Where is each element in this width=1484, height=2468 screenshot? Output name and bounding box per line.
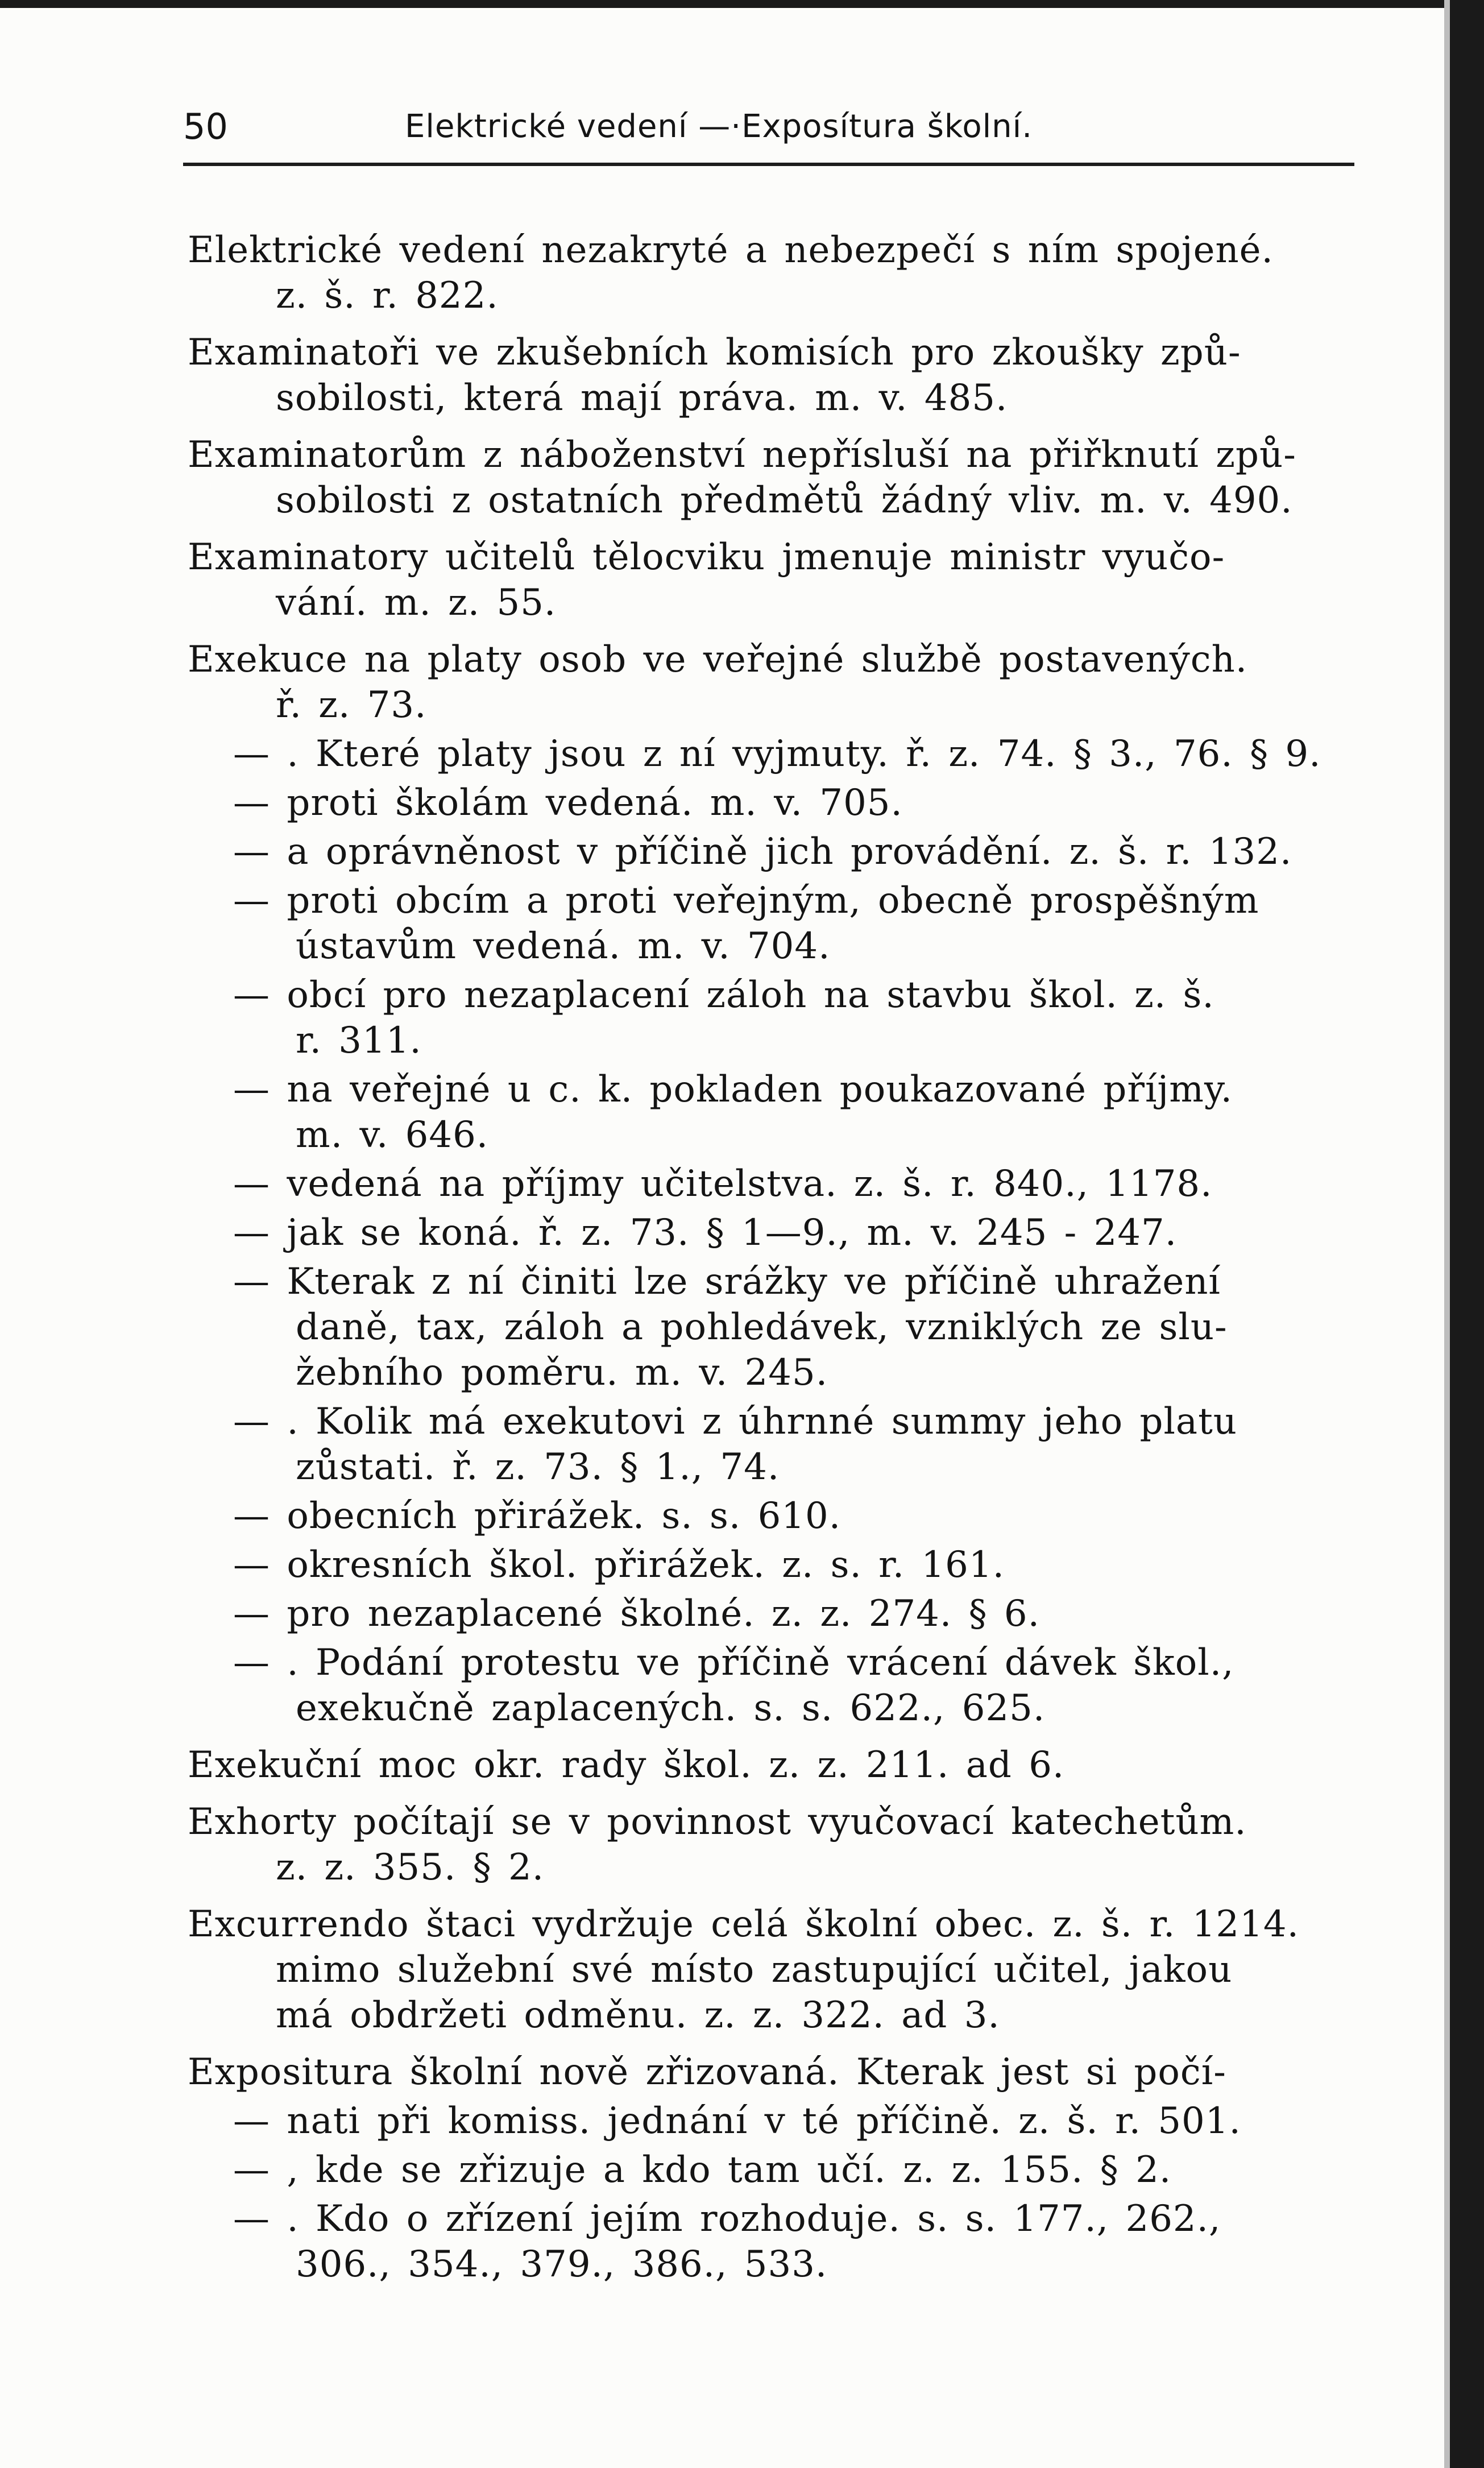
index-subentry: [188, 1259, 1370, 1396]
entry-line: — , kde se zřizuje a kdo tam učí. z. z. 155. § 2.: [233, 2149, 1172, 2191]
index-subentry: [188, 878, 1370, 969]
entry-line: Expositura školní nově zřizovaná. Kterak jest si počí-: [188, 2051, 1226, 2093]
index-subentry: [188, 2098, 1370, 2144]
index-subentry: [188, 1542, 1370, 1588]
entry-line: — jak se koná. ř. z. 73. § 1—9., m. v. 245 - 247.: [233, 1212, 1178, 1254]
entry-line: ř. z. 73.: [276, 684, 427, 726]
entry-line: — . Kolik má exekutovi z úhrnné summy jeho platu: [233, 1401, 1237, 1443]
entry-line: — obecních přirážek. s. s. 610.: [233, 1495, 842, 1537]
index-subentry: [188, 1640, 1370, 1731]
entry-line: Examinatoři ve zkušebních komisích pro zkoušky způ-: [188, 332, 1241, 374]
entry-line: — nati při komiss. jednání v té příčině. z. š. r. 501.: [233, 2100, 1241, 2142]
index-subentry: [188, 1161, 1370, 1207]
index-entry: [188, 432, 1370, 523]
running-head: [183, 101, 1354, 152]
entry-line: — na veřejné u c. k. pokladen poukazované příjmy.: [233, 1069, 1233, 1111]
index-entry: [188, 330, 1370, 421]
entry-line: Elektrické vedení nezakryté a nebezpečí s ním spojené.: [188, 229, 1274, 271]
entry-line: vání. m. z. 55.: [276, 582, 557, 624]
entry-line: Exekuce na platy osob ve veřejné službě postavených.: [188, 639, 1248, 681]
entry-line: — obcí pro nezaplacení záloh na stavbu škol. z. š.: [233, 974, 1214, 1016]
entry-line: z. š. r. 822.: [276, 275, 499, 317]
entry-line: — pro nezaplacené školné. z. z. 274. § 6.: [233, 1593, 1040, 1635]
entry-line: z. z. 355. § 2.: [276, 1846, 545, 1889]
entry-line: sobilosti z ostatních předmětů žádný vliv. m. v. 490.: [276, 479, 1293, 521]
index-subentry: [188, 1399, 1370, 1490]
index-subentry: [188, 780, 1370, 826]
entry-line: má obdržeti odměnu. z. z. 322. ad 3.: [276, 1994, 1000, 2036]
scan-edge-top: [0, 0, 1484, 8]
index-entry: [188, 1902, 1370, 2038]
running-title: Elektrické vedení —·Exposítura školní.: [405, 108, 1033, 145]
entry-line: žebního poměru. m. v. 245.: [296, 1352, 828, 1394]
index-subentry: [188, 731, 1370, 777]
entry-line: — proti obcím a proti veřejným, obecně prospěšným: [233, 880, 1259, 922]
index-entry: [188, 227, 1370, 318]
index-entry: [188, 2049, 1370, 2095]
scan-edge-shadow: [1444, 0, 1450, 2468]
entry-line: r. 311.: [296, 1020, 422, 1062]
index-subentry: [188, 1591, 1370, 1637]
entry-line: — . Kdo o zřízení jejím rozhoduje. s. s. 177., 262.,: [233, 2198, 1221, 2240]
entry-line: Exekuční moc okr. rady škol. z. z. 211. ad 6.: [188, 1744, 1065, 1786]
index-entry: [188, 535, 1370, 626]
entry-line: — Kterak z ní činiti lze srážky ve příčině uhražení: [233, 1261, 1221, 1303]
index-subentry: [188, 972, 1370, 1063]
entry-line: — . Které platy jsou z ní vyjmuty. ř. z. 74. § 3., 76. § 9.: [233, 733, 1321, 775]
entry-line: — a oprávněnost v příčině jich provádění. z. š. r. 132.: [233, 831, 1292, 873]
entry-line: sobilosti, která mají práva. m. v. 485.: [276, 377, 1008, 419]
entry-line: Excurrendo štaci vydržuje celá školní obec. z. š. r. 1214.: [188, 1903, 1299, 1945]
entry-line: — vedená na příjmy učitelstva. z. š. r. 840., 1178.: [233, 1163, 1213, 1205]
entry-line: mimo služební své místo zastupující učitel, jakou: [276, 1949, 1233, 1991]
entry-line: Exhorty počítají se v povinnost vyučovací katechetům.: [188, 1801, 1247, 1843]
entry-line: Examinatorům z náboženství nepřísluší na přiřknutí způ-: [188, 434, 1296, 476]
header-rule: [183, 163, 1354, 166]
entry-line: — okresních škol. přirážek. z. s. r. 161.: [233, 1544, 1005, 1586]
index-entries: [188, 227, 1370, 2287]
entry-line: exekučně zaplacených. s. s. 622., 625.: [296, 1687, 1046, 1729]
index-subentry: [188, 1067, 1370, 1158]
entry-line: — . Podání protestu ve příčině vrácení dávek škol.,: [233, 1642, 1234, 1684]
entry-line: 306., 354., 379., 386., 533.: [296, 2243, 828, 2285]
entry-line: — proti školám vedená. m. v. 705.: [233, 782, 903, 824]
index-entry: [188, 637, 1370, 728]
page-number: 50: [183, 106, 228, 147]
entry-line: daně, tax, záloh a pohledávek, vzniklých ze slu-: [296, 1306, 1228, 1348]
index-entry: [188, 1742, 1370, 1788]
scan-edge-right: [1450, 0, 1484, 2468]
entry-line: zůstati. ř. z. 73. § 1., 74.: [296, 1446, 780, 1488]
index-entry: [188, 1799, 1370, 1890]
index-subentry: [188, 2196, 1370, 2287]
index-subentry: [188, 2147, 1370, 2193]
entry-line: m. v. 646.: [296, 1114, 489, 1156]
entry-line: Examinatory učitelů tělocviku jmenuje ministr vyučo-: [188, 536, 1225, 578]
index-subentry: [188, 1210, 1370, 1256]
index-subentry: [188, 829, 1370, 875]
entry-line: ústavům vedená. m. v. 704.: [296, 925, 831, 967]
index-subentry: [188, 1493, 1370, 1539]
